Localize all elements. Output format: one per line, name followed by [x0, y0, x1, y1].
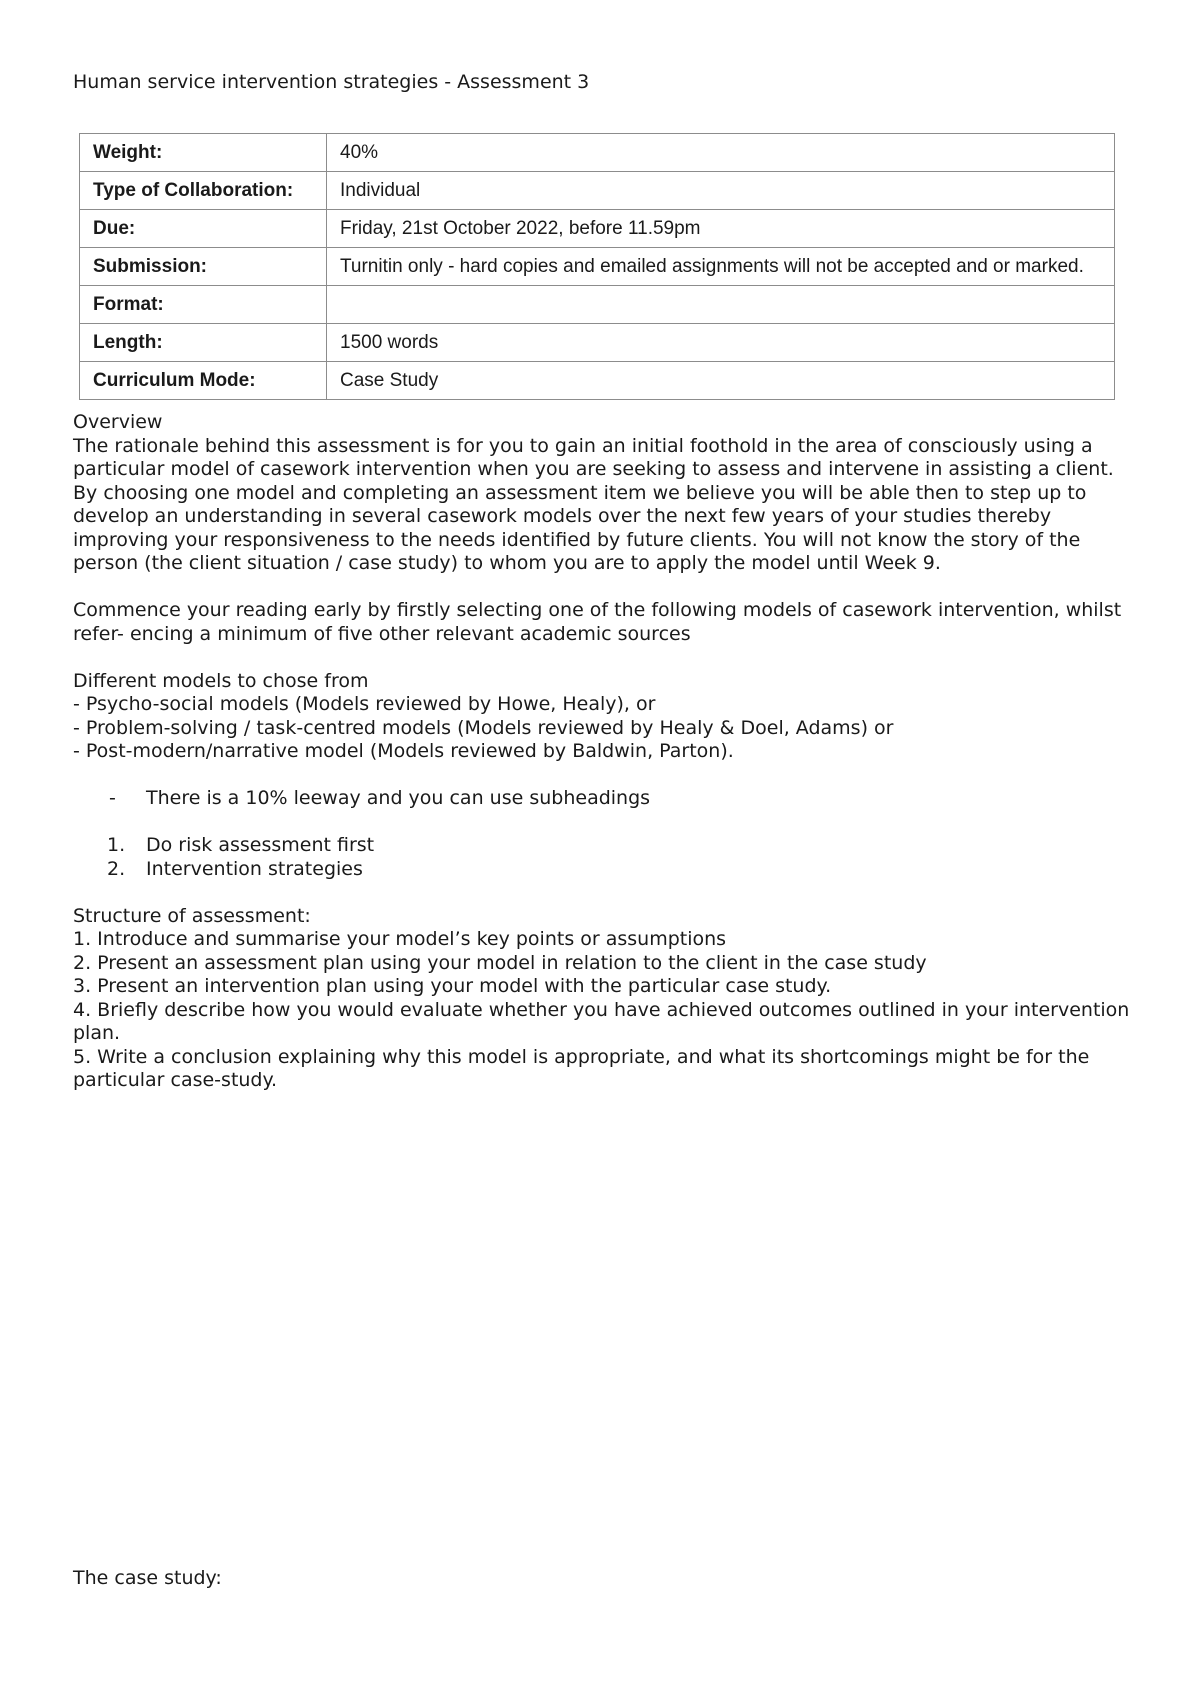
overview-heading: Overview — [73, 411, 163, 433]
reading-paragraph: Commence your reading early by firstly selecting one of the following models of casework intervention, whilst refer- encing a minimum of five other relevant academic sources — [73, 599, 1122, 645]
leeway-note — [73, 787, 1133, 811]
leeway-text: There is a 10% leeway and you can use subheadings — [146, 787, 651, 809]
list-item: 5. Write a conclusion explaining why this model is appropriate, and what its shortcomings might be for the particular case-study. — [73, 1045, 1090, 1091]
numbered-item — [73, 834, 1133, 858]
assessment-info-table — [79, 133, 1115, 400]
structure-heading: Structure of assessment: — [73, 904, 311, 927]
table-row — [80, 134, 1115, 172]
spacer — [73, 764, 1133, 788]
document-body — [73, 411, 1133, 1093]
number-mark: 1. — [107, 834, 126, 856]
table-row — [80, 362, 1115, 400]
number-mark: 2. — [107, 857, 126, 880]
row-label-weight: Weight: — [80, 134, 327, 172]
list-item: - Psycho-social models (Models reviewed by Howe, Healy), or — [73, 693, 656, 715]
table-row — [80, 172, 1115, 210]
row-label-length: Length: — [80, 324, 327, 362]
spacer — [73, 881, 1133, 905]
row-label-submission: Submission: — [80, 248, 327, 286]
row-label-curriculum-mode: Curriculum Mode: — [80, 362, 327, 400]
bullet-mark: - — [109, 787, 116, 809]
numbered-item — [73, 858, 1133, 882]
list-item: 4. Briefly describe how you would evaluate whether you have achieved outcomes outlined in your intervention plan. — [73, 998, 1130, 1044]
spacer — [73, 646, 1133, 670]
table-row — [80, 248, 1115, 286]
list-item: - Problem-solving / task-centred models (Models reviewed by Healy & Doel, Adams) or — [73, 716, 894, 739]
list-item: - Post-modern/narrative model (Models reviewed by Baldwin, Parton). — [73, 740, 734, 762]
row-value-collaboration: Individual — [327, 172, 1115, 210]
overview-paragraph: The rationale behind this assessment is for you to gain an initial foothold in the area of consciously using a particular model of casework intervention when you are seeking to assess and intervene in assisting a client. By choosing one model and completing an assessment item we believe you will be able then to step up to develop an understanding in several casework models over the next few years of your studies thereby improving your responsiveness to the needs identified by future clients. You will not know the story of the person (the client situation / case study) to whom you are to apply the model until Week 9. — [73, 434, 1114, 574]
list-item: 1. Introduce and summarise your model’s key points or assumptions — [73, 928, 727, 950]
row-value-due: Friday, 21st October 2022, before 11.59pm — [327, 210, 1115, 248]
list-item: 3. Present an intervention plan using your model with the particular case study. — [73, 975, 832, 997]
spacer — [73, 576, 1133, 600]
numbered-item-text: Do risk assessment first — [146, 834, 375, 856]
row-value-length: 1500 words — [327, 324, 1115, 362]
case-study-heading: The case study: — [73, 1567, 222, 1589]
models-heading: Different models to chose from — [73, 669, 369, 692]
spacer — [73, 811, 1133, 835]
row-label-due: Due: — [80, 210, 327, 248]
numbered-item-text: Intervention strategies — [146, 857, 363, 880]
row-label-format: Format: — [80, 286, 327, 324]
list-item: 2. Present an assessment plan using your model in relation to the client in the case study — [73, 951, 927, 974]
row-label-collaboration: Type of Collaboration: — [80, 172, 327, 210]
row-value-weight: 40% — [327, 134, 1115, 172]
table-row — [80, 210, 1115, 248]
document-title: Human service intervention strategies - Assessment 3 — [73, 71, 590, 93]
row-value-submission: Turnitin only - hard copies and emailed assignments will not be accepted and or marked. — [327, 248, 1115, 286]
row-value-format — [327, 286, 1115, 324]
table-row — [80, 286, 1115, 324]
table-row — [80, 324, 1115, 362]
row-value-curriculum-mode: Case Study — [327, 362, 1115, 400]
